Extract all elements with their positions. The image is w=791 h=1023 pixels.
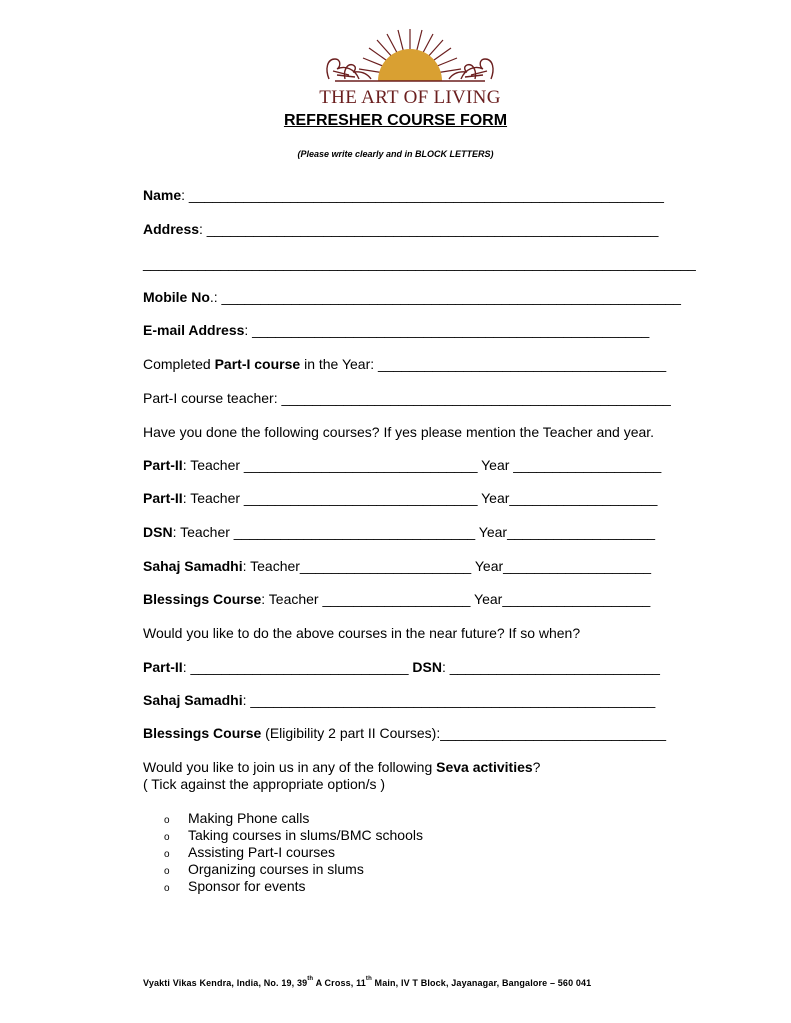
part1-year-prefix: Completed [143, 356, 215, 372]
future-part2-label: Part-II [143, 659, 183, 675]
mobile-line: .: ___________________________________________________________ [209, 289, 681, 305]
future-sahaj-line: : ____________________________________________________ [242, 692, 656, 708]
address-line-2-blank: _______________________________________________________________________ [143, 255, 696, 271]
future-dsn-line: : ___________________________ [441, 659, 660, 675]
future-sahaj-row[interactable] [143, 692, 655, 708]
course-label: Blessings Course [143, 591, 262, 607]
part1-teacher-field[interactable] [143, 390, 671, 406]
courses-question: Have you done the following courses? If yes please mention the Teacher and year. [143, 424, 655, 440]
seva-question-bold: Seva activities [436, 759, 533, 775]
course-row[interactable] [143, 524, 655, 540]
logo-wordmark: THE ART OF LIVING [319, 87, 501, 108]
seva-question-prefix: Would you like to join us in any of the following [143, 759, 437, 775]
seva-instruction: ( Tick against the appropriate option/s ) [143, 776, 386, 792]
future-dsn-label: DSN [412, 659, 442, 675]
future-part2-line: : ____________________________ [182, 659, 413, 675]
course-row[interactable] [143, 591, 650, 607]
bullet-icon: o [164, 832, 170, 843]
part1-teacher-text: Part-I course teacher: __________________________________________________ [143, 390, 671, 406]
bullet-icon: o [164, 815, 170, 826]
future-sahaj-label: Sahaj Samadhi [143, 692, 243, 708]
course-line: : Teacher______________________ Year___________________ [242, 558, 652, 574]
seva-option-label: Organizing courses in slums [188, 861, 364, 877]
part1-year-field[interactable] [143, 356, 666, 372]
address-label: Address [143, 221, 200, 237]
seva-option-label: Sponsor for events [188, 878, 306, 894]
name-label: Name [143, 187, 182, 203]
email-field[interactable] [143, 322, 649, 338]
email-label: E-mail Address [143, 322, 245, 338]
form-title: REFRESHER COURSE FORM [283, 112, 508, 129]
future-question: Would you like to do the above courses in the near future? If so when? [143, 625, 581, 641]
future-blessings-line: (Eligibility 2 part II Courses):_____________________________ [261, 725, 667, 741]
footer-sup2: th [365, 976, 372, 982]
course-line: : Teacher ______________________________ Year___________________ [182, 490, 658, 506]
email-line: : ___________________________________________________ [244, 322, 650, 338]
footer-part1: Vyakti Vikas Kendra, India, No. 19, 39 [143, 978, 308, 988]
seva-option[interactable] [164, 878, 306, 897]
future-part2-dsn-row[interactable] [143, 659, 660, 675]
course-label: Part-II [143, 490, 183, 506]
part1-year-line: in the Year: _____________________________________ [300, 356, 667, 372]
address-line-2[interactable] [143, 255, 696, 271]
name-field[interactable] [143, 187, 664, 203]
address-field[interactable] [143, 221, 658, 237]
bullet-icon: o [164, 849, 170, 860]
seva-option-label: Assisting Part-I courses [188, 844, 336, 860]
future-blessings-row[interactable] [143, 725, 666, 741]
sun-swans-emblem-icon [315, 25, 505, 87]
footer-address [143, 978, 591, 988]
course-row[interactable] [143, 490, 657, 506]
mobile-label: Mobile No [143, 289, 210, 305]
bullet-icon: o [164, 883, 170, 894]
course-label: Sahaj Samadhi [143, 558, 243, 574]
course-label: Part-II [143, 457, 183, 473]
course-line: : Teacher ______________________________ Year ___________________ [182, 457, 662, 473]
course-row[interactable] [143, 457, 661, 473]
footer-part2: A Cross, 11 [313, 978, 366, 988]
seva-question-suffix: ? [532, 759, 541, 775]
seva-question [143, 759, 540, 775]
form-subtitle: (Please write clearly and in BLOCK LETTERS) [297, 149, 494, 159]
footer-sup1: th [307, 976, 314, 982]
course-line: : Teacher ___________________ Year___________________ [261, 591, 651, 607]
seva-option-label: Making Phone calls [188, 810, 310, 826]
name-line: : _____________________________________________________________ [181, 187, 664, 203]
address-line: : __________________________________________________________ [199, 221, 659, 237]
footer-part3: Main, IV T Block, Jayanagar, Bangalore – 560 041 [371, 978, 592, 988]
part1-year-label: Part-I course [214, 356, 301, 372]
mobile-field[interactable] [143, 289, 681, 305]
bullet-icon: o [164, 866, 170, 877]
seva-option-label: Taking courses in slums/BMC schools [188, 827, 423, 843]
future-blessings-label: Blessings Course [143, 725, 262, 741]
course-label: DSN [143, 524, 173, 540]
course-row[interactable] [143, 558, 651, 574]
art-of-living-logo [315, 25, 505, 110]
course-line: : Teacher _______________________________ Year___________________ [172, 524, 656, 540]
